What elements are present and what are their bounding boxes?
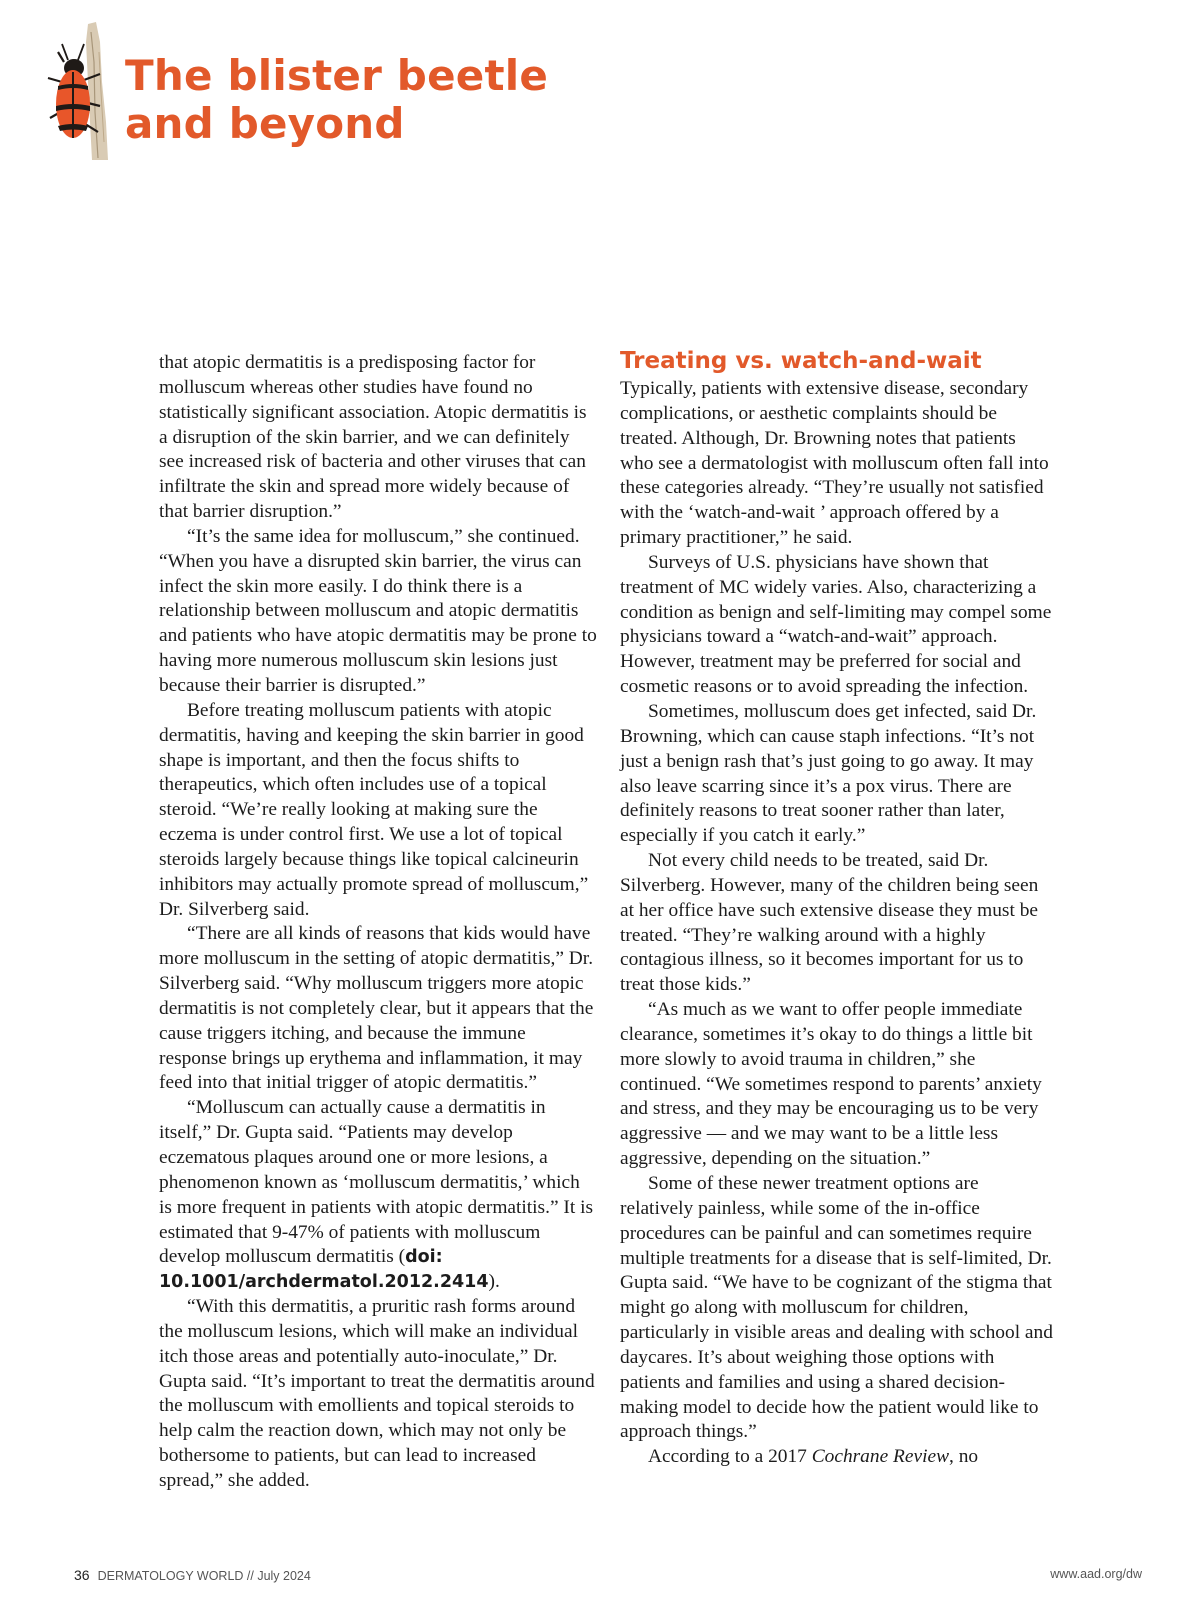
paragraph-text: “Molluscum can actually cause a dermatitis in itself,” Dr. Gupta said. “Patients may develop eczematous plaques around one or more lesions, a phenomenon known as ‘molluscum dermatitis,’ which is more frequent in patients with atopic dermatitis.” It is estimated that 9-47% of patients with molluscum develop molluscum dermatitis ( [159,1097,594,1268]
paragraph: “It’s the same idea for molluscum,” she continued. “When you have a disrupted skin barrier, the virus can infect the skin more easily. I do think there is a relationship between molluscum and atopic dermatitis and patients who have atopic dermatitis may be prone to having more numerous molluscum skin lesions just because their barrier is disrupted.” [159,525,597,696]
paragraph [159,1096,597,1295]
page-footer-left [74,1567,311,1583]
paragraph-text: According to a 2017 [648,1446,812,1468]
paragraph: Surveys of U.S. physicians have shown that treatment of MC widely varies. Also, characterizing a condition as benign and self-limiting may compel some physicians toward a “watch-and-wait” approach. However, treatment may be preferred for social and cosmetic reasons or to avoid spreading the infection. [620,551,1052,698]
article-title [125,52,548,148]
title-line-2: and beyond [125,99,405,148]
publication-title: Cochrane Review [811,1446,950,1468]
paragraph: “As much as we want to offer people immediate clearance, sometimes it’s okay to do things a little bit more slowly to avoid trauma in children,” she continued. “We sometimes respond to parents’ anxiety and stress, and they may be encouraging us to be very aggressive — and we may want to be a little less aggressive, depending on the situation.” [620,999,1042,1170]
section-heading: Treating vs. watch-and-wait [620,348,982,374]
title-line-1: The blister beetle [125,51,549,100]
paragraph: that atopic dermatitis is a predisposing factor for molluscum whereas other studies have found no statistically significant association. Atopic dermatitis is a disruption of the skin barrier, and we can definitely see increased risk of bacteria and other viruses that can infiltrate the skin and spread more widely because of that barrier disruption.” [159,352,587,523]
paragraph: Not every child needs to be treated, said Dr. Silverberg. However, many of the children being seen at her office have such extensive disease they must be treated. “They’re walking around with a highly contagious illness, so it becomes important for us to treat those kids.” [620,850,1039,996]
website-link[interactable]: www.aad.org/dw [1050,1567,1142,1581]
right-column [620,348,1054,1470]
paragraph: Sometimes, molluscum does get infected, said Dr. Browning, which can cause staph infections. “It’s not just a benign rash that’s just going to go away. It may also leave scarring since it’s a pox virus. There are definitely reasons to treat sooner rather than later, especially if you catch it early.” [620,700,1037,847]
paragraph: “There are all kinds of reasons that kids would have more molluscum in the setting of atopic dermatitis,” Dr. Silverberg said. “Why molluscum triggers more atopic dermatitis is not completely clear, but it appears that the cause triggers itching, and because the immune response brings up erythema and inflammation, it may feed into that initial trigger of atopic dermatitis.” [159,923,594,1094]
paragraph: Typically, patients with extensive disease, secondary complications, or aesthetic complaints should be treated. Although, Dr. Browning notes that patients who see a dermatologist with molluscum often fall into these categories already. “They’re usually not satisfied with the ‘watch-and-wait ’ approach offered by a primary practitioner,” he said. [620,378,1049,549]
stick [86,22,108,160]
blister-beetle-illustration [44,22,114,160]
paragraph [620,1445,1054,1470]
paragraph: Some of these newer treatment options are relatively painless, while some of the in-office procedures can be painful and can sometimes require multiple treatments for a disease that is self-limited, Dr. Gupta said. “We have to be cognizant of the stigma that might go along with molluscum for children, particularly in visible areas and dealing with school and daycares. It’s about weighing those options with patients and families and using a shared decision-making model to decide how the patient would like to approach things.” [620,1173,1053,1443]
paragraph: Before treating molluscum patients with atopic dermatitis, having and keeping the skin barrier in good shape is important, and then the focus shifts to therapeutics, which often includes use of a topical steroid. “We’re really looking at making sure the eczema is under control first. We use a lot of topical steroids largely because things like topical calcineurin inhibitors may actually promote spread of molluscum,” Dr. Silverberg said. [159,699,589,920]
paragraph: “With this dermatitis, a pruritic rash forms around the molluscum lesions, which will make an individual itch those areas and potentially auto-inoculate,” Dr. Gupta said. “It’s important to treat the dermatitis around the molluscum with emollients and topical steroids to help calm the reaction down, which may not only be bothersome to patients, but can lead to increased spread,” she added. [159,1296,595,1491]
doi-reference: doi: 10.1001/archdermatol.2012.2414 [159,1247,489,1293]
paragraph-end: , no [949,1446,979,1468]
page-number: 36 [74,1567,90,1583]
paragraph-end: ). [488,1271,500,1293]
publication-info: DERMATOLOGY WORLD // July 2024 [97,1569,311,1583]
left-column [159,351,597,1494]
